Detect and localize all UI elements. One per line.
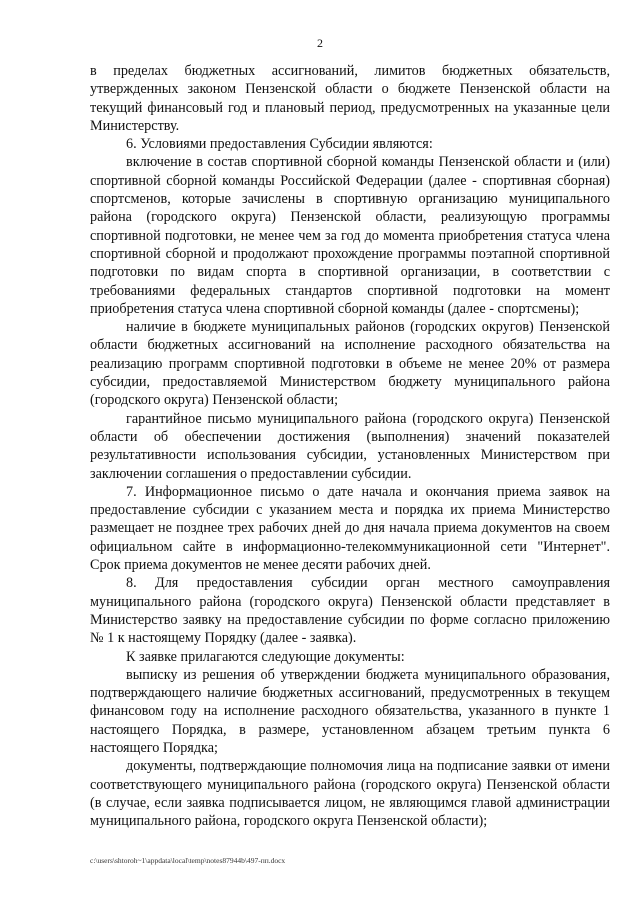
paragraph-condition-guarantee-letter: гарантийное письмо муниципального района (городского округа) Пензенской области об обеспечении достижения (выполнения) значений показателей результативности использования субсидии, установленных Министерством при заключении соглашения о предоставлении субсидии. — [90, 410, 610, 482]
paragraph-attachment-authority-docs: документы, подтверждающие полномочия лица на подписание заявки от имени соответствующего муниципального района (городского округа) Пензенской области (в случае, если заявка подписывается лицом, не являющимся главой администрации муниципального района, городского округа Пензенской области); — [90, 758, 610, 830]
paragraph-attachments-heading: К заявке прилагаются следующие документы: — [126, 648, 405, 665]
page-number: 2 — [317, 36, 323, 50]
document-body — [90, 62, 610, 830]
paragraph-item-6-heading: 6. Условиями предоставления Субсидии являются: — [126, 136, 433, 153]
paragraph-item-8: 8. Для предоставления субсидии орган местного самоуправления муниципального района (городского округа) Пензенской области представляет в Министерство заявку на предоставление субсидии по форме согласно приложению № 1 к настоящему Порядку (далее - заявка). — [90, 575, 610, 647]
paragraph-budget-limits: в пределах бюджетных ассигнований, лимитов бюджетных обязательств, утвержденных законом Пензенской области о бюджете Пензенской области на текущий финансовый год и плановый период, предусмотренных на указанные цели Министерству. — [90, 63, 610, 134]
footer-file-path: c:\users\shtoroh~1\appdata\local\temp\notes87944b\497-пп.docx — [90, 856, 286, 865]
paragraph-attachment-budget-extract: выписку из решения об утверждении бюджета муниципального образования, подтверждающего наличие бюджетных ассигнований, предусмотренных в текущем финансовом году на исполнение расходного обязательства, указанного в пункте 1 настоящего Порядка, в размере, установленном абзацем третьим пункта 6 настоящего Порядка; — [90, 666, 610, 756]
paragraph-condition-budget-allocation: наличие в бюджете муниципальных районов (городских округов) Пензенской области бюджетных ассигнований на исполнение расходного обязательства на реализацию программ спортивной подготовки в объеме не менее 20% от размера субсидии, предоставляемой Министерством бюджету муниципального района (городского округа) Пензенской области; — [90, 319, 610, 409]
paragraph-item-7: 7. Информационное письмо о дате начала и окончания приема заявок на предоставление субсидии с указанием места и порядка их приема Министерство размещает не позднее трех рабочих дней до дня начала приема документов на своем официальном сайте в информационно-телекоммуникационной сети "Интернет". Срок приема документов не менее десяти рабочих дней. — [90, 483, 610, 574]
paragraph-condition-team-inclusion: включение в состав спортивной сборной команды Пензенской области и (или) спортивной сборной команды Российской Федерации (далее - спортивная сборная) спортсменов, которые зачислены в спортивную организацию муниципального района (городского округа) Пензенской области, реализующую программы спортивной подготовки, не менее чем за год до момента приобретения статуса члена спортивной сборной и продолжают прохождение программы поэтапной спортивной подготовки по видам спорта в спортивной организации, в соответствии с требованиями федеральных стандартов спортивной подготовки на момент приобретения статуса члена спортивной сборной команды (далее - спортсмены); — [90, 154, 610, 317]
